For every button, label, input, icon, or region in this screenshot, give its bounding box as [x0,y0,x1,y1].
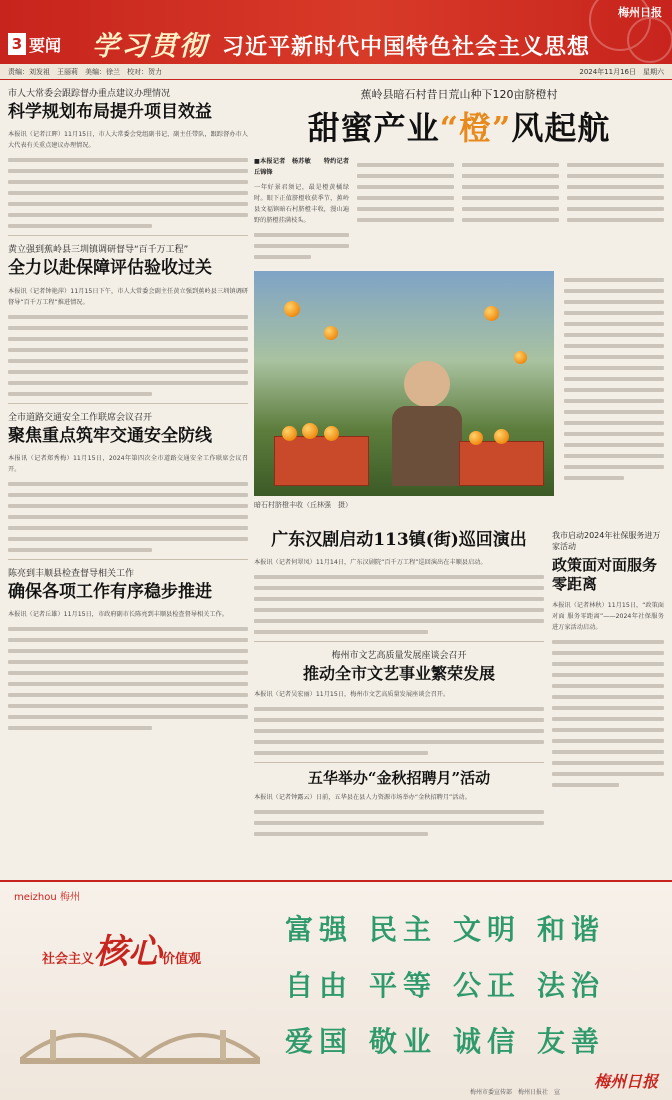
value-item: 诚信 [453,1025,522,1058]
value-item: 文明 [453,913,522,946]
article-3-kicker: 全市道路交通安全工作联席会议召开 [8,412,153,423]
article-4-kicker: 陈亮到丰顺县检查督导相关工作 [8,568,135,579]
photo-caption: 暗石村脐橙丰收（丘林强 摄） [254,501,352,509]
masthead [0,0,672,64]
article-3-lead: 本报讯（记者郑秀梅）11月15日，2024年第四次全市道路交通安全工作联席会议召开。 [8,454,248,473]
article-4-lead: 本报讯（记者丘雄）11月15日，市政府副市长陈亮到丰顺县检查督导相关工作。 [8,611,228,618]
core-values-big: 核心 [94,932,163,972]
values-row-2 [285,964,621,1004]
article-b3-lead: 本报讯（记者钟露云）日前，五华县在县人力资源市场举办“金秋招聘月”活动。 [254,794,471,801]
feature-headline-part-2: “橙” [439,109,512,147]
article-1 [8,86,248,228]
feature-headline-part-1: 甜蜜产业 [307,109,440,147]
values-row-1 [285,908,621,948]
core-values-prefix: 社会主义 [42,952,95,967]
banner-logo: 梅州日报 [593,1072,658,1091]
article-b2-lead: 本报讯（记者吴宏丽）11月15日，梅州市文艺高质量发展座谈会召开。 [254,691,450,699]
center-column [254,530,544,875]
bridge-illustration-icon [20,1000,260,1070]
section-name: 要闻 [29,35,62,55]
values-grid [285,908,621,1076]
feature-article [254,86,664,516]
core-values-banner [0,880,672,1100]
meta-bar [0,64,672,80]
article-b2-headline: 推动全市文艺事业繁荣发展 [302,664,495,684]
article-1-kicker: 市人大常委会跟踪督办重点建议办理情况 [8,89,171,99]
value-item: 法治 [537,969,606,1002]
value-item: 自由 [285,969,354,1002]
article-1-headline: 科学规划布局提升项目效益 [8,102,212,122]
article-b3-headline: 五华举办“金秋招聘月”活动 [307,769,491,788]
article-1-lead: 本报讯（记者江晖）11月15日，市人大常委会党组副书记、副主任带队，跟踪督办市人大代表有关重点建议办理情况。 [8,131,248,150]
article-2-headline: 全力以赴保障评估验收过关 [8,258,212,279]
core-values-title [42,924,201,973]
feature-headline-part-3: 风起航 [511,109,611,147]
value-item: 敬业 [369,1025,438,1058]
page-marker [8,33,61,55]
article-2-kicker: 黄立强到蕉岭县三圳镇调研督导“百千万工程” [8,245,189,256]
value-item: 富强 [285,913,354,946]
meizhou-brand: meizhou 梅州 [14,892,80,903]
article-4-headline: 确保各项工作有序稳步推进 [8,581,212,602]
values-row-3 [285,1020,621,1060]
page-number: 3 [8,33,26,55]
article-2 [8,242,248,395]
newspaper-logo: 梅州日报 [618,6,662,19]
article-c1-kicker: 我市启动2024年社保服务进万家活动 [552,531,661,551]
feature-lead: 一年好景君须记，最是橙黄橘绿时。眼下正值脐橙收获季节，蕉岭县文福镇暗石村脐橙丰收，漫山遍野的脐橙挂满枝头。 [254,184,350,224]
value-item: 平等 [369,969,438,1002]
banner-credit: 梅州市委宣传部 梅州日报社 宣 [470,1089,561,1096]
article-b1-headline: 广东汉剧启动113镇(街)巡回演出 [271,530,527,550]
article-3 [8,410,248,552]
article-c1-headline: 政策面对面服务零距离 [552,556,658,593]
article-b2-kicker: 梅州市文艺高质量发展座谈会召开 [331,651,467,662]
core-values-suffix: 价值观 [162,952,202,967]
article-c1-lead: 本报讯（记者林秋）11月15日，“政策面对面 服务零距离”——2024年社保服务进万家活动启动。 [552,601,664,631]
editors-line: 责编：刘发祖 王丽莉 美编：徐兰 校对：贺力 [8,68,162,76]
article-4 [8,566,248,730]
article-2-lead: 本报讯（记者钟艳萍）11月15日下午，市人大常委会副主任黄立强到蕉岭县三圳镇调研督导“百千万工程”推进情况。 [8,287,248,306]
issue-date: 2024年11月16日 星期六 [579,68,664,76]
value-item: 和谐 [537,913,606,946]
article-b1-lead: 本报讯（记者何翠凤）11月14日，广东汉剧院“百千万工程”巡回演出在丰顺县启动。 [254,559,487,567]
value-item: 民主 [369,913,438,946]
left-column [8,86,248,876]
feature-photo [254,271,554,496]
value-item: 爱国 [285,1025,354,1058]
right-column [552,530,664,875]
slogan-calligraphy: 学习贯彻 [92,31,208,62]
value-item: 公正 [453,969,522,1002]
slogan-main: 习近平新时代中国特色社会主义思想 [222,35,591,60]
feature-byline: ■本报记者 杨苏敏 特约记者 丘锦锋 [254,158,356,176]
feature-kicker: 蕉岭县暗石村昔日荒山种下120亩脐橙村 [360,88,558,101]
value-item: 友善 [537,1025,606,1058]
article-3-headline: 聚焦重点筑牢交通安全防线 [8,425,212,446]
feature-headline [254,108,664,148]
